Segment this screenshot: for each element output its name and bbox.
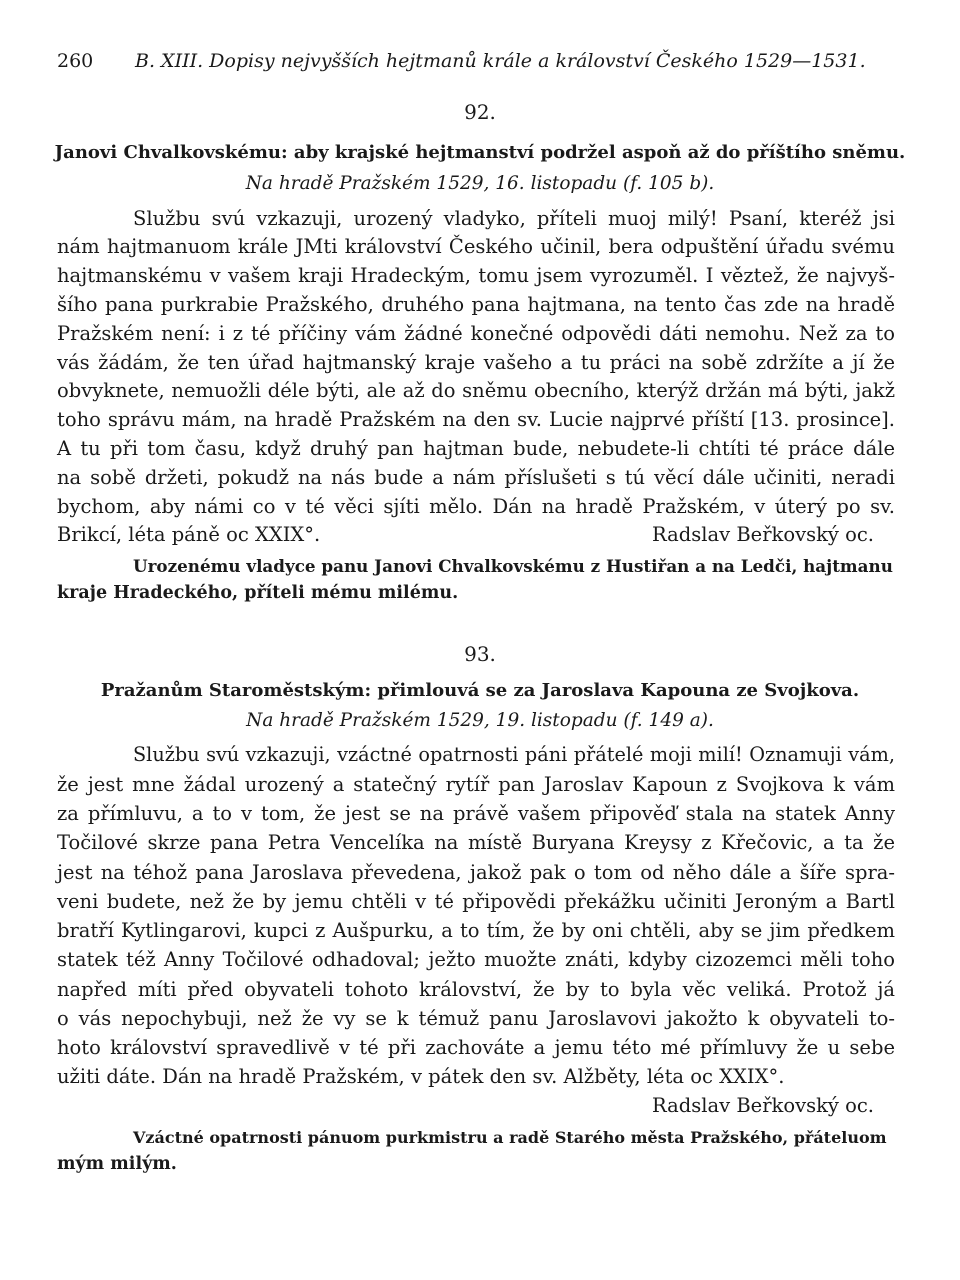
letter-text-line: Službu svú vzkazuji, vzáctné opatrnosti páni přátelé moji milí! Oznamuji vám,: [133, 743, 895, 766]
letter-text-line: veni budete, než že by jemu chtěli v té připovědi překážku učiniti Jeroným a Bartl: [57, 890, 895, 913]
running-header: [57, 50, 866, 72]
letter-text-line: vás žádám, že ten úřad hajtmanský kraje vašeho a tu práci na sobě zdržíte a jí že: [57, 351, 895, 374]
letter-signature: Radslav Beřkovský oc.: [652, 523, 874, 546]
letter-text-line: hoto království spravedlivě v té při zachováte a jemu této mé přímluvy že u sebe: [57, 1036, 895, 1059]
letter-number: 92.: [464, 100, 496, 124]
letter-signature: Radslav Beřkovský oc.: [652, 1094, 874, 1117]
letter-text-line: Pražském není: i z té příčiny vám žádné konečné odpovědi dáti nemohu. Než za to: [57, 322, 895, 345]
letter-address: Vzáctné opatrnosti pánuom purkmistru a radě Starého města Pražského, přáteluom: [133, 1128, 887, 1147]
letter-text-line: Službu svú vzkazuji, urozený vladyko, příteli muoj milý! Psaní, kteréž jsi: [133, 207, 895, 230]
letter-text-line: napřed míti před obyvateli tohoto království, že by to byla věc veliká. Protož já: [57, 978, 895, 1001]
letter-text-line: nám hajtmanuom krále JMti království Českého učinil, bera odpuštění úřadu svému: [57, 235, 895, 258]
letter-number: 93.: [464, 642, 496, 666]
letter-text-line: hajtmanskému v vašem kraji Hradeckým, tomu jsem vyrozuměl. I věztež, že najvyš-: [57, 264, 895, 287]
letter-address: kraje Hradeckého, příteli mému milému.: [57, 583, 459, 603]
letter-address: mým milým.: [57, 1154, 177, 1174]
letter-subject: Janovi Chvalkovskému: aby krajské hejtmanství podržel aspoň až do příštího sněmu.: [54, 142, 906, 163]
letter-place-date: Na hradě Pražském 1529, 16. listopadu (f. 105 b).: [245, 173, 715, 194]
letter-subject: Pražanům Staroměstským: přimlouvá se za Jaroslava Kapouna ze Svojkova.: [100, 680, 860, 701]
letter-text-line: bychom, aby námi co v té věci sjíti mělo. Dán na hradě Pražském, v úterý po sv.: [57, 495, 895, 518]
letter-text-line: obvyknete, nemuožli déle býti, ale až do sněmu obecního, kterýž držán má býti, jakž: [57, 379, 895, 402]
letter-place-date: Na hradě Pražském 1529, 19. listopadu (f. 149 a).: [246, 710, 714, 731]
letter-text-line: Točilové skrze pana Petra Vencelíka na místě Buryana Kreysy z Křečovic, a ta že: [57, 831, 895, 854]
letter-text-line: za přímluvu, a to v tom, že jest se na právě vašem připověď stala na statek Anny: [57, 802, 895, 825]
letter-address: Urozenému vladyce panu Janovi Chvalkovskému z Hustiřan a na Ledči, hajtmanu: [133, 556, 893, 576]
page-number: 260: [57, 50, 94, 72]
letter-text-line: A tu při tom času, když druhý pan hajtman bude, nebudete-li chtíti té práce dále: [57, 437, 895, 460]
letter-text-line: šího pana purkrabie Pražského, druhého pana hajtmana, na tento čas zde na hradě: [57, 293, 895, 316]
letter-text-line: Brikcí, léta páně oc XXIX°.: [57, 523, 321, 546]
letter-text-line: statek též Anny Točilové odhadoval; ježto muožte znáti, kdyby cizozemci měli toho: [57, 948, 895, 971]
letter-text-line: bratří Kytlingarovi, kupci z Aušpurku, a to tím, že by oni chtěli, aby se jim předkem: [57, 919, 895, 942]
letter-text-line: toho správu mám, na hradě Pražském na den sv. Lucie najprvé příští [13. prosince].: [57, 408, 895, 431]
letter-text-line: užiti dáte. Dán na hradě Pražském, v pátek den sv. Alžběty, léta oc XXIX°.: [57, 1065, 785, 1088]
letter-text-line: že jest mne žádal urozený a statečný rytíř pan Jaroslav Kapoun z Svojkova k vám: [57, 773, 895, 796]
letter-text-line: jest na téhož pana Jaroslava převedena, jakož pak o tom od něho dále a šíře spra-: [57, 861, 895, 884]
letter-text-line: na sobě držeti, pokudž na nás bude a nám příslušeti s tú věcí dále učiniti, neradi: [57, 466, 895, 489]
running-title: B. XIII. Dopisy nejvyšších hejtmanů krále a království Českého 1529—1531.: [135, 50, 866, 72]
letter-text-line: o vás nepochybuji, než že vy se k témuž panu Jaroslavovi jakožto k obyvateli to-: [57, 1007, 895, 1030]
